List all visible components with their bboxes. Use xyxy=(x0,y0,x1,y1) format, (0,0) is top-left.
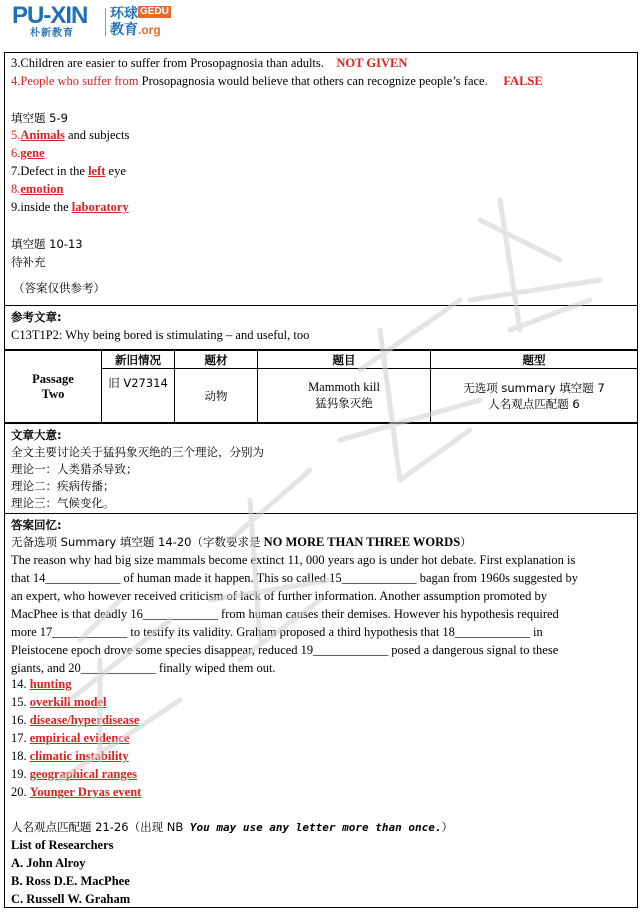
answer-8: 8.emotion xyxy=(11,182,64,196)
answers-label: 答案回忆: xyxy=(11,518,62,532)
header-title: 题目 xyxy=(258,351,431,369)
question-4: 4.People who suffer from Prosopagnosia would believe that others can recognize people’s face. FALSE xyxy=(11,74,543,88)
summary-paragraph xyxy=(11,551,631,677)
passage-info-table xyxy=(5,350,637,423)
puxin-logo xyxy=(12,4,102,38)
summary-line: Pleistocene epoch drove some species disappear, reduced 19____________ posed a dangerous signal to these xyxy=(11,643,559,657)
summary-line: The reason why had big size mammals become extinct 11, 000 years ago is under hot debate. First explanation is xyxy=(11,553,576,567)
gedu-logo xyxy=(110,6,171,38)
researcher-a: A. John Alroy xyxy=(11,856,86,870)
summary-line: an expert, who however received criticism of lack of further information. Another assumption promoted by xyxy=(11,589,547,603)
puxin-logo-subtext: 朴新教育 xyxy=(30,28,74,39)
section-passage-info xyxy=(5,350,637,423)
gedu-logo-text-1: 环球 xyxy=(110,6,138,22)
reference-only-note: （答案仅供参考） xyxy=(13,281,105,295)
summary-line: giants, and 20____________ finally wiped them out. xyxy=(11,661,276,675)
gist-label: 文章大意: xyxy=(11,428,62,442)
question-3: 3.Children are easier to suffer from Prosopagnosia than adults. NOT GIVEN xyxy=(11,56,408,70)
summary-line: that 14____________ of human made it happen. This so called 15____________ bagan from 1960s suggested by xyxy=(11,571,579,585)
answer-7: 7.Defect in the left eye xyxy=(11,164,126,178)
answer-9: 9.inside the laboratory xyxy=(11,200,129,214)
puxin-logo-text: PU-XIN xyxy=(12,2,88,29)
researcher-c: C. Russell W. Graham xyxy=(11,892,131,906)
section-reference-article xyxy=(5,306,637,350)
summary-line: more 17____________ to testify its validity. Graham proposed a third hypothesis that 18____________ in xyxy=(11,625,543,639)
pending-note: 待补充 xyxy=(11,255,46,269)
header xyxy=(0,0,644,52)
matching-intro: 人名观点匹配题 21-26（出现 NB You may use any letter more than once.） xyxy=(11,820,453,834)
section-passage-one-answers xyxy=(5,53,637,306)
answer-6: 6.gene xyxy=(11,146,45,160)
gedu-logo-text-2: 教育 xyxy=(110,22,138,38)
document-frame xyxy=(4,52,638,908)
header-topic: 题材 xyxy=(175,351,258,369)
header-new-old: 新旧情况 xyxy=(102,351,175,369)
cell-title: Mammoth kill 猛犸象灭绝 xyxy=(258,369,431,423)
answer-15: 15. overkill model xyxy=(11,695,107,709)
section-answer-recall xyxy=(5,514,637,907)
answer-4: FALSE xyxy=(503,74,543,88)
summary-intro: 无备选项 Summary 填空题 14-20（字数要求是 NO MORE THAN THREE WORDS） xyxy=(11,535,472,549)
gedu-org: .org xyxy=(138,23,161,37)
section-gist xyxy=(5,423,637,514)
fill-heading-5-9: 填空题 5-9 xyxy=(11,111,68,125)
answer-18: 18. climatic instability xyxy=(11,749,129,763)
answer-14: 14. hunting xyxy=(11,677,72,691)
gist-line-2: 理论一：人类猎杀导致； xyxy=(11,462,138,476)
cell-topic: 动物 xyxy=(175,369,258,423)
gist-line-4: 理论三：气候变化。 xyxy=(11,496,115,510)
passage-label-cell: Passage Two xyxy=(5,351,102,423)
summary-line: MacPhee is that deadly 16____________ from human causes their demises. However his hypothesis required xyxy=(11,607,559,621)
header-type: 题型 xyxy=(431,351,638,369)
gist-line-1: 全文主要讨论关于猛犸象灭绝的三个理论，分别为 xyxy=(11,445,264,459)
gedu-badge: GEDU xyxy=(140,6,169,17)
researcher-b: B. Ross D.E. MacPhee xyxy=(11,874,130,888)
answer-17: 17. empirical evidence xyxy=(11,731,130,745)
researchers-heading: List of Researchers xyxy=(11,838,114,852)
gist-line-3: 理论二：疾病传播； xyxy=(11,479,115,493)
answer-16: 16. disease/hyperdisease xyxy=(11,713,140,727)
answer-19: 19. geographical ranges xyxy=(11,767,138,781)
logo-divider xyxy=(105,8,106,36)
fill-heading-10-13: 填空题 10-13 xyxy=(11,237,83,251)
cell-new-old: 旧 V27314 xyxy=(102,369,175,423)
answer-5: 5.Animals and subjects xyxy=(11,128,130,142)
cell-type: 无选项 summary 填空题 7 人名观点匹配题 6 xyxy=(431,369,638,423)
reference-label: 参考文章: xyxy=(11,310,62,324)
answer-20: 20. Younger Dryas event xyxy=(11,785,142,799)
answer-3: NOT GIVEN xyxy=(336,56,408,70)
reference-title: C13T1P2: Why being bored is stimulating – and useful, too xyxy=(11,328,310,342)
